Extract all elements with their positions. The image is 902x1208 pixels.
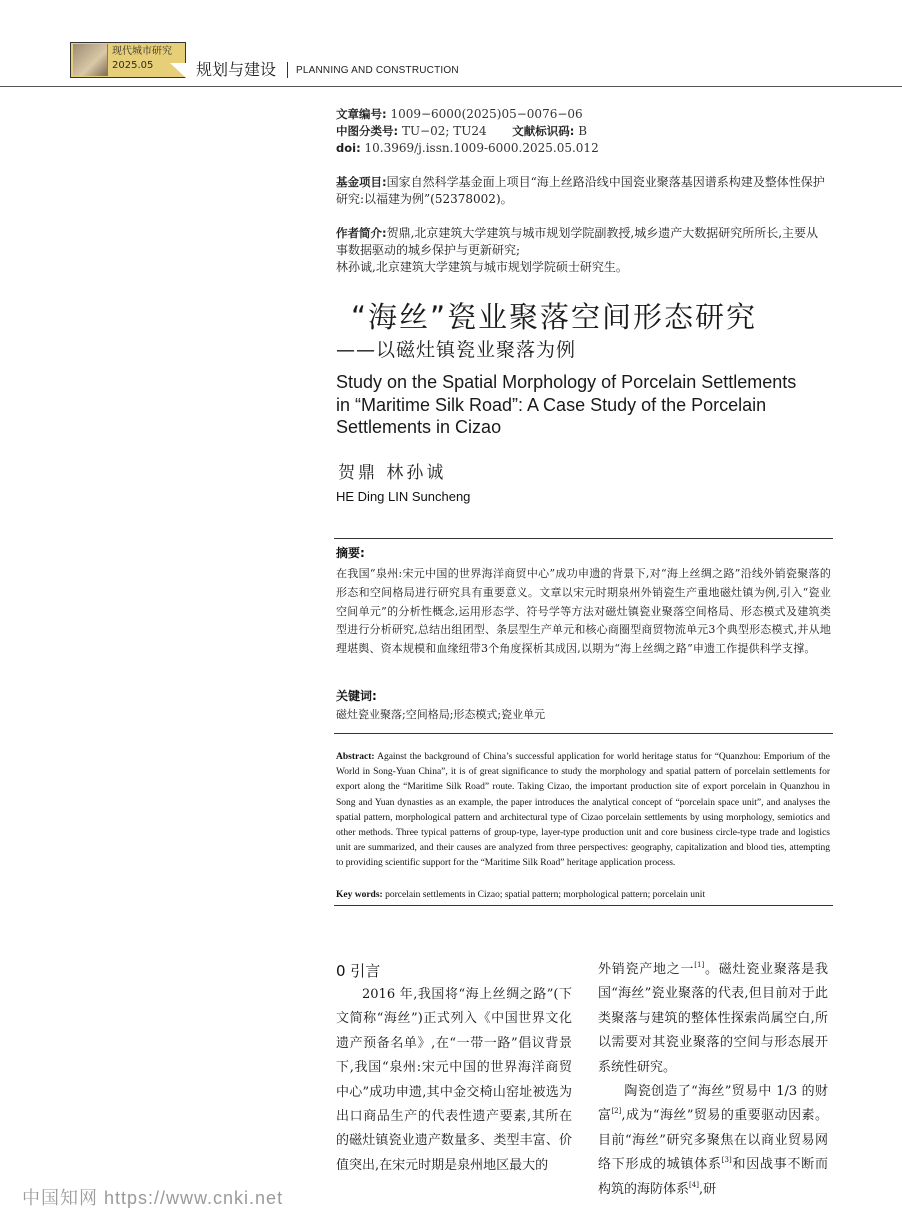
keywords-en-label: Key words: [336,890,383,900]
keywords-cn: 磁灶瓷业聚落;空间格局;形态模式;瓷业单元 [336,708,546,721]
doi-label: doi: [336,141,361,155]
doc-code-label: 文献标识码: [512,124,575,138]
section-divider [287,62,288,78]
journal-name: 现代城市研究 [112,46,172,57]
abstract-cn-text: 在我国“泉州:宋元中国的世界海洋商贸中心”成功申遗的背景下,对“海上丝绸之路”沿线外销瓷聚落的形态和空间格局进行研究具有重要意义。文章以宋元时期泉州外销瓷生产重地磁灶镇为例,引入“瓷业空间单元”的分析性概念,运用形态学、符号学等方法对磁灶镇瓷业聚落空间格局、形态模式及建筑类型进行分析研究,总结出组团型、条层型生产单元和核心商圈型商贸物流单元3个典型形态模式,并从地理堪舆、资本规模和血缘纽带3个角度探析其成因,以期为“海上丝绸之路”申遗工作提供科学支撑。 [336,567,831,656]
body-text: 外销瓷产地之一 [598,962,695,977]
article-number-line [336,106,583,122]
citation-ref[interactable]: [1] [694,961,705,969]
body-text: 陶瓷创造了“海丝”贸易中 1/3 的财富 [598,1084,828,1124]
cnki-watermark: 中国知网 https://www.cnki.net [22,1188,284,1208]
journal-issue: 2025.05 [112,60,154,71]
body-paragraph: 2016 年,我国将“海上丝绸之路”(下文简称“海丝”)正式列入《中国世界文化遗产预备名单》,在“一带一路”倡议背景下,我国“泉州:宋元中国的世界海洋商贸中心”成功申遗,其中金交椅山窑址被选为出口商品生产的代表性遗产要素,其所在的磁灶镇瓷业遗产数量多、类型丰富、价值突出,在宋元时期是泉州地区最大的 [336,987,572,1173]
title-en-line: Study on the Spatial Morphology of Porcelain Settlements [336,372,797,392]
body-text: ,研 [698,1181,717,1197]
body-left-column [336,983,572,1178]
classification-line [336,123,587,139]
body-text: 和因战事不断而构筑的海防体系 [598,1157,828,1197]
fund-label: 基金项目: [336,175,387,189]
abstract-en [336,750,830,872]
badge-corner-fold [170,63,186,78]
citation-ref[interactable]: [4] [689,1180,699,1189]
authors-en: HE Ding LIN Suncheng [336,489,471,504]
article-number-label: 文章编号: [336,107,387,121]
body-text: 。磁灶瓷业聚落是我国“海丝”瓷业聚落的代表,但目前对于此类聚落与建筑的整体性探索尚属空白,所以需要对其瓷业聚落的空间与形态展开系统性研究。 [598,962,828,1075]
doi-line [336,140,599,156]
section-title-cn: 规划与建设 [196,60,277,79]
abstract-bottom-rule [334,905,833,906]
clc-label: 中图分类号: [336,124,399,138]
abstract-top-rule [334,538,833,539]
header-rule [0,86,902,87]
body-right-column [598,958,828,1202]
article-number: 1009−6000(2025)05−0076−06 [390,107,583,121]
abstract-mid-rule [334,733,833,734]
body-text: ,成为“海丝”贸易的重要驱动因素。目前“海丝”研究多聚焦在以商业贸易网络下形成的城镇体系 [598,1108,828,1173]
title-en-line: Settlements in Cizao [336,417,502,437]
abstract-cn-label: 摘要: [336,546,365,560]
journal-badge-image [73,44,108,76]
author-bio-1: 贺鼎,北京建筑大学建筑与城市规划学院副教授,城乡遗产大数据研究所所长,主要从事数据驱动的城乡保护与更新研究; [336,226,819,257]
keywords-en: porcelain settlements in Cizao; spatial pattern; morphological pattern; porcelain unit [385,890,706,900]
doc-code: B [578,124,588,138]
author-bio [336,225,828,276]
journal-badge-text [112,45,172,73]
keywords-en-line [336,888,705,903]
section-title-en: PLANNING AND CONSTRUCTION [296,65,459,76]
abstract-en-text: Against the background of China’s successful application for world heritage status for “Quanzhou: Emporium of the World in Song-Yuan China”, it is of great significance to study the morphology and spatial pattern of porcelain settlements for export along the “Maritime Silk Road” route. Taking Cizao, the important production site of export porcelain in Quanzhou in Song and Yuan dynasties as an example, the paper introduces the analytical concept of “porcelain space unit”, and analyses the spatial pattern, morphological pattern and architectural type of Cizao porcelain settlements by using morphology, semiotics and other methods. Three typical patterns of group-type, layer-type production unit and core business circle-type trade and logistics unit are summarized, and their causes are analyzed from three perspectives: geography, capitalization and blood ties, attempting to providing scientific support for the “Maritime Silk Road” heritage application process. [336,752,830,869]
abstract-en-label: Abstract: [336,752,375,762]
doi-link[interactable]: 10.3969/j.issn.1009-6000.2025.05.012 [364,141,599,155]
title-en [336,371,836,439]
section-heading-intro: 0 引言 [336,962,381,980]
citation-ref[interactable]: [2] [611,1107,622,1116]
citation-ref[interactable]: [3] [721,1156,732,1165]
title-cn: “海丝”瓷业聚落空间形态研究 [351,300,758,334]
authors-cn: 贺鼎 林孙诚 [338,463,447,483]
subtitle-cn: ——以磁灶镇瓷业聚落为例 [336,339,577,361]
fund-text: 国家自然科学基金面上项目“海上丝路沿线中国瓷业聚落基因谱系构建及整体性保护研究:以福建为例”(52378002)。 [336,175,825,206]
keywords-cn-label: 关键词: [336,689,377,703]
author-bio-2: 林孙诚,北京建筑大学建筑与城市规划学院硕士研究生。 [336,260,628,274]
fund-info [336,174,828,208]
title-en-line: in “Maritime Silk Road”: A Case Study of the Porcelain [336,394,767,415]
clc-code: TU−02; TU24 [401,124,487,138]
author-bio-label: 作者简介: [336,226,387,240]
